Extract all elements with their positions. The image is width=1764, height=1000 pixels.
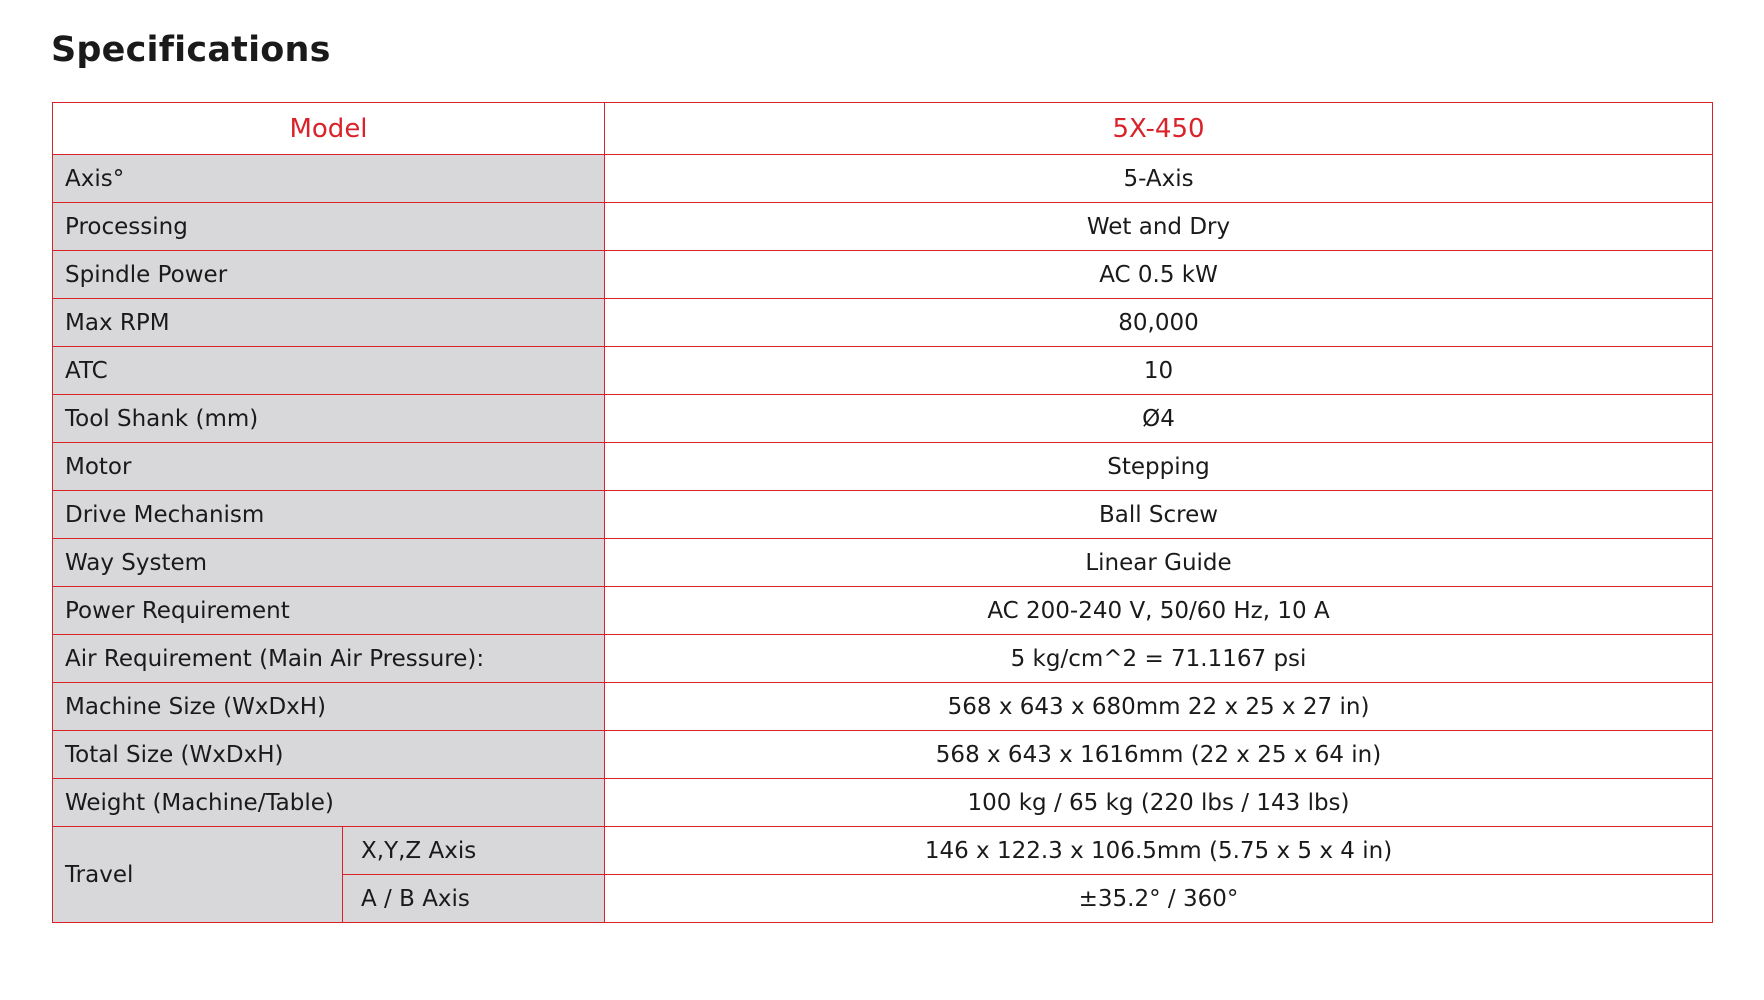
spec-label: Machine Size (WxDxH) [53,683,605,731]
table-row [53,347,1713,395]
spec-label: Way System [53,539,605,587]
spec-label: Total Size (WxDxH) [53,731,605,779]
table-header-row [53,103,1713,155]
spec-value: 80,000 [605,299,1713,347]
table-row [53,587,1713,635]
table-row [53,395,1713,443]
spec-label: Drive Mechanism [53,491,605,539]
spec-value: Ball Screw [605,491,1713,539]
spec-value: Ø4 [605,395,1713,443]
table-row-travel-xyz [53,827,1713,875]
model-header-label: Model [53,103,605,155]
table-row [53,155,1713,203]
spec-value: Linear Guide [605,539,1713,587]
travel-sub-value: ±35.2° / 360° [605,875,1713,923]
spec-value: 5 kg/cm^2 = 71.1167 psi [605,635,1713,683]
spec-value: AC 0.5 kW [605,251,1713,299]
table-row [53,251,1713,299]
spec-label: Spindle Power [53,251,605,299]
spec-label: Tool Shank (mm) [53,395,605,443]
spec-label: Processing [53,203,605,251]
spec-value: 10 [605,347,1713,395]
table-row [53,539,1713,587]
table-row [53,731,1713,779]
spec-label: Max RPM [53,299,605,347]
table-row [53,683,1713,731]
spec-label: Air Requirement (Main Air Pressure): [53,635,605,683]
spec-value: 100 kg / 65 kg (220 lbs / 143 lbs) [605,779,1713,827]
spec-value: Wet and Dry [605,203,1713,251]
spec-value: AC 200-240 V, 50/60 Hz, 10 A [605,587,1713,635]
spec-value: 5-Axis [605,155,1713,203]
model-header-value: 5X-450 [605,103,1713,155]
table-row [53,491,1713,539]
travel-label: Travel [53,827,343,923]
spec-value: Stepping [605,443,1713,491]
spec-table [52,102,1713,923]
travel-sub-label: A / B Axis [343,875,605,923]
spec-label: Power Requirement [53,587,605,635]
page-title: Specifications [51,30,331,70]
table-row [53,203,1713,251]
spec-label: Weight (Machine/Table) [53,779,605,827]
travel-sub-label: X,Y,Z Axis [343,827,605,875]
spec-label: Motor [53,443,605,491]
table-row [53,443,1713,491]
table-row [53,635,1713,683]
travel-sub-value: 146 x 122.3 x 106.5mm (5.75 x 5 x 4 in) [605,827,1713,875]
spec-label: ATC [53,347,605,395]
spec-label: Axis° [53,155,605,203]
spec-value: 568 x 643 x 1616mm (22 x 25 x 64 in) [605,731,1713,779]
spec-value: 568 x 643 x 680mm 22 x 25 x 27 in) [605,683,1713,731]
table-row [53,299,1713,347]
table-row [53,779,1713,827]
